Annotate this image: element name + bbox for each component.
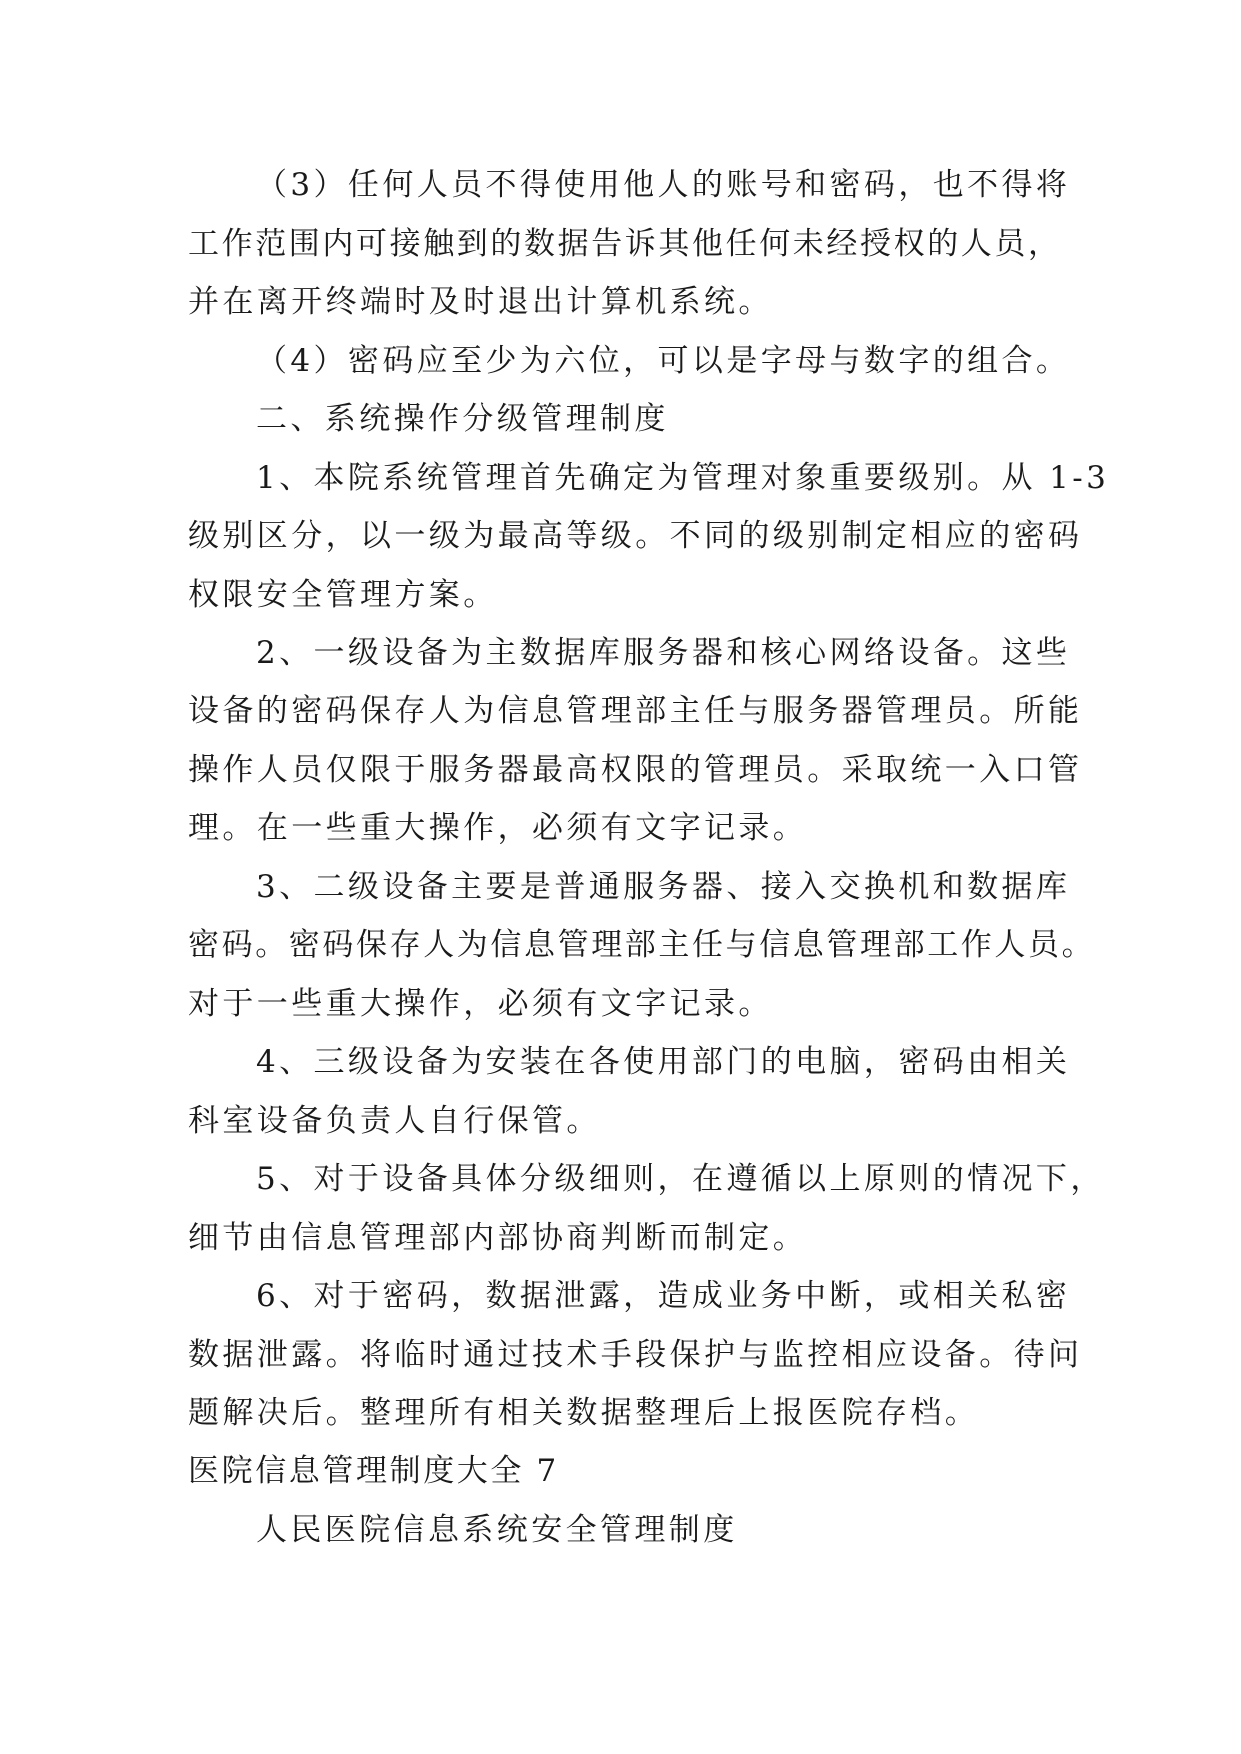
text-line: 4、三级设备为安装在各使用部门的电脑，密码由相关: [256, 1044, 1071, 1080]
text-line: （4）密码应至少为六位，可以是字母与数字的组合。: [256, 343, 1071, 379]
text-line: 对于一些重大操作，必须有文字记录。: [188, 986, 773, 1022]
text-line: 题解决后。整理所有相关数据整理后上报医院存档。: [188, 1395, 980, 1431]
text-line: 操作人员仅限于服务器最高权限的管理员。采取统一入口管: [188, 752, 1083, 788]
text-line: 6、对于密码，数据泄露，造成业务中断，或相关私密: [256, 1278, 1071, 1314]
text-line: 密码。密码保存人为信息管理部主任与信息管理部工作人员。: [188, 927, 1096, 963]
text-line: 工作范围内可接触到的数据告诉其他任何未经授权的人员，: [188, 226, 1062, 262]
text-line: 级别区分，以一级为最高等级。不同的级别制定相应的密码: [188, 518, 1083, 554]
section-heading: 二、系统操作分级管理制度: [256, 401, 669, 437]
document-subtitle: 人民医院信息系统安全管理制度: [256, 1512, 738, 1548]
text-line: 5、对于设备具体分级细则，在遵循以上原则的情况下，: [256, 1161, 1105, 1197]
text-line: 1、本院系统管理首先确定为管理对象重要级别。从 1-3: [256, 460, 1110, 496]
text-line: 3、二级设备主要是普通服务器、接入交换机和数据库: [256, 869, 1071, 905]
document-heading: 医院信息管理制度大全 7: [188, 1453, 559, 1489]
text-line: 并在离开终端时及时退出计算机系统。: [188, 284, 773, 320]
text-line: 细节由信息管理部内部协商判断而制定。: [188, 1220, 808, 1256]
text-line: 设备的密码保存人为信息管理部主任与服务器管理员。所能: [188, 693, 1083, 729]
text-line: 理。在一些重大操作，必须有文字记录。: [188, 810, 808, 846]
text-line: （3）任何人员不得使用他人的账号和密码，也不得将: [256, 167, 1071, 203]
text-line: 科室设备负责人自行保管。: [188, 1103, 601, 1139]
text-line: 权限安全管理方案。: [188, 577, 498, 613]
text-line: 数据泄露。将临时通过技术手段保护与监控相应设备。待问: [188, 1337, 1083, 1373]
text-line: 2、一级设备为主数据库服务器和核心网络设备。这些: [256, 635, 1071, 671]
